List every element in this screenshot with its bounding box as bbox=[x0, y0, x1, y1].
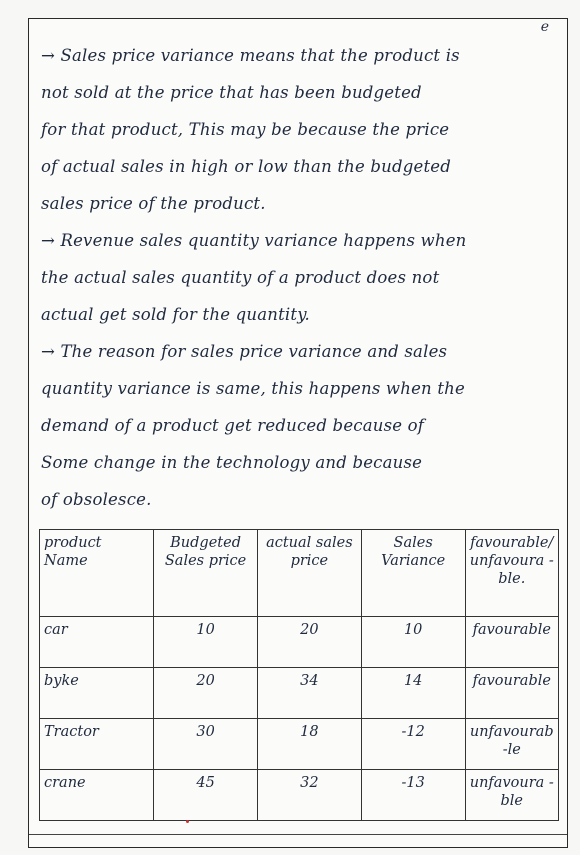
cell-budgeted: 45 bbox=[154, 770, 258, 821]
text-line: quantity variance is same, this happens when the bbox=[41, 379, 465, 398]
page-mark: e bbox=[540, 19, 549, 35]
text-line: → Revenue sales quantity variance happens when bbox=[41, 231, 467, 250]
paragraph-sales-quantity-variance bbox=[41, 222, 556, 333]
cell-budgeted: 10 bbox=[154, 617, 258, 668]
cell-status: favourable bbox=[465, 668, 558, 719]
table-row bbox=[40, 770, 559, 821]
handwritten-notes bbox=[41, 37, 556, 518]
table-row bbox=[40, 617, 559, 668]
cell-variance: 14 bbox=[361, 668, 465, 719]
cell-actual: 18 bbox=[257, 719, 361, 770]
text-line: the actual sales quantity of a product does not bbox=[41, 268, 440, 287]
cell-actual: 20 bbox=[257, 617, 361, 668]
cell-status: favourable bbox=[465, 617, 558, 668]
header-actual-sales-price: actual sales price bbox=[257, 530, 361, 617]
cell-status: unfavoura -ble bbox=[465, 770, 558, 821]
cell-product: crane bbox=[40, 770, 154, 821]
text-line: → The reason for sales price variance and sales bbox=[41, 342, 448, 361]
cell-budgeted: 30 bbox=[154, 719, 258, 770]
cell-product: car bbox=[40, 617, 154, 668]
header-sales-variance: Sales Variance bbox=[361, 530, 465, 617]
notebook-page bbox=[28, 18, 568, 848]
cell-variance: 10 bbox=[361, 617, 465, 668]
paragraph-reason bbox=[41, 333, 556, 518]
table-row bbox=[40, 668, 559, 719]
variance-table bbox=[39, 529, 559, 821]
bottom-rule-divider bbox=[29, 834, 567, 835]
header-favourable-unfavourable: favourable/ unfavoura -ble. bbox=[465, 530, 558, 617]
text-line: demand of a product get reduced because of bbox=[41, 416, 425, 435]
cell-budgeted: 20 bbox=[154, 668, 258, 719]
text-line: actual get sold for the quantity. bbox=[41, 305, 310, 324]
variance-table-container bbox=[39, 529, 559, 821]
text-line: Some change in the technology and because bbox=[41, 453, 423, 472]
cell-variance: -12 bbox=[361, 719, 465, 770]
header-budgeted-sales-price: Budgeted Sales price bbox=[154, 530, 258, 617]
ink-dot bbox=[186, 820, 189, 823]
table-row bbox=[40, 719, 559, 770]
table-header-row bbox=[40, 530, 559, 617]
cell-product: byke bbox=[40, 668, 154, 719]
text-line: sales price of the product. bbox=[41, 194, 266, 213]
text-line: for that product, This may be because the price bbox=[41, 120, 450, 139]
cell-actual: 34 bbox=[257, 668, 361, 719]
cell-variance: -13 bbox=[361, 770, 465, 821]
cell-actual: 32 bbox=[257, 770, 361, 821]
text-line: of obsolesce. bbox=[41, 490, 152, 509]
text-line: not sold at the price that has been budgeted bbox=[41, 83, 422, 102]
cell-status: unfavourab -le bbox=[465, 719, 558, 770]
text-line: → Sales price variance means that the product is bbox=[41, 46, 460, 65]
paragraph-sales-price-variance bbox=[41, 37, 556, 222]
cell-product: Tractor bbox=[40, 719, 154, 770]
text-line: of actual sales in high or low than the budgeted bbox=[41, 157, 452, 176]
header-product-name: product Name bbox=[40, 530, 154, 617]
